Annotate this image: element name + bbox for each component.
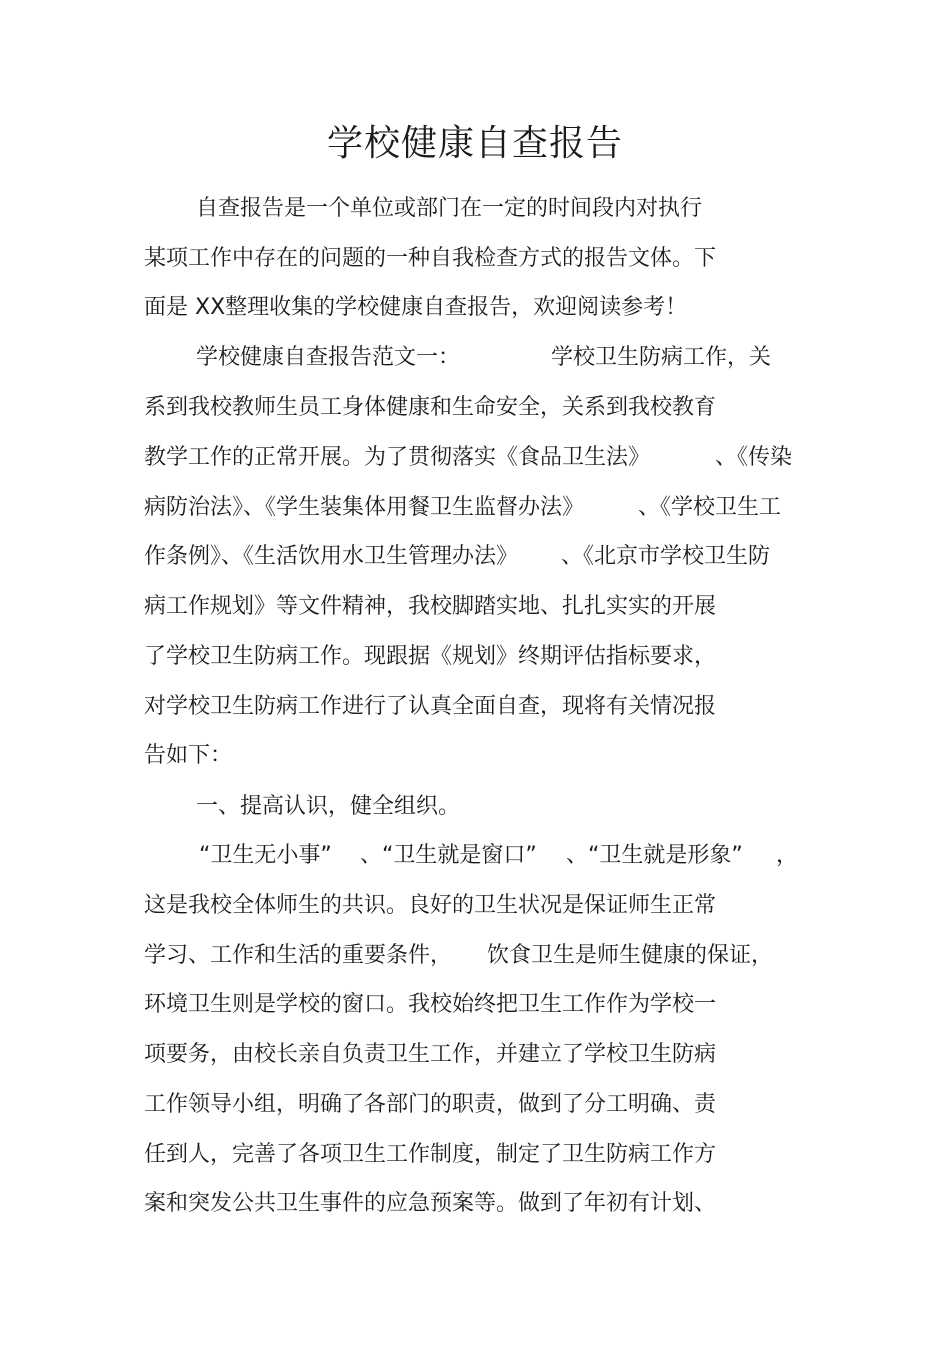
text-line: 告如下： xyxy=(144,743,233,768)
text-line: 这是我校全体师生的共识。良好的卫生状况是保证师生正常 xyxy=(144,893,717,918)
text-line: 教学工作的正常开展。为了贯彻落实《食品卫生法》 xyxy=(144,445,651,470)
text-line: 某项工作中存在的问题的一种自我检查方式的报告文体。下 xyxy=(144,246,717,271)
text-line: 饮食卫生是师生健康的保证， xyxy=(487,943,774,968)
text-line: 作条例》、《生活饮用水卫生管理办法》 xyxy=(144,544,519,569)
text-line: 任到人，完善了各项卫生工作制度，制定了卫生防病工作方 xyxy=(144,1142,717,1167)
text-line: 对学校卫生防病工作进行了认真全面自查，现将有关情况报 xyxy=(144,694,717,719)
text-line: 一、提高认识，健全组织。 xyxy=(196,794,461,819)
text-line: “卫生无小事” xyxy=(199,843,332,868)
text-line: 、《北京市学校卫生防 xyxy=(561,544,771,569)
text-line: 病防治法》、《学生装集体用餐卫生监督办法》 xyxy=(144,495,585,520)
text-line: 案和突发公共卫生事件的应急预案等。做到了年初有计划、 xyxy=(144,1191,717,1216)
document-title: 学校健康自查报告 xyxy=(326,123,623,164)
text-line: ， xyxy=(776,843,799,868)
text-line: 面是 XX整理收集的学校健康自查报告，欢迎阅读参考！ xyxy=(144,295,688,320)
text-line: 、《学校卫生工 xyxy=(638,495,782,520)
text-line: 环境卫生则是学校的窗口。我校始终把卫生工作作为学校一 xyxy=(144,992,717,1017)
text-line: 病工作规划》等文件精神，我校脚踏实地、扎扎实实的开展 xyxy=(144,594,717,619)
text-line: 自查报告是一个单位或部门在一定的时间段内对执行 xyxy=(196,196,703,221)
text-line: 项要务，由校长亲自负责卫生工作，并建立了学校卫生防病 xyxy=(144,1042,717,1067)
text-line: 、“卫生就是窗口” xyxy=(360,843,537,868)
text-line: 工作领导小组，明确了各部门的职责，做到了分工明确、责 xyxy=(144,1092,717,1117)
text-line: 学校卫生防病工作，关 xyxy=(551,345,772,370)
text-line: 学校健康自查报告范文一： xyxy=(196,345,461,370)
text-line: 、“卫生就是形象” xyxy=(566,843,743,868)
text-line: 学习、工作和生活的重要条件， xyxy=(144,943,453,968)
text-line: 、《传染 xyxy=(715,445,793,470)
text-line: 了学校卫生防病工作。现跟据《规划》终期评估指标要求， xyxy=(144,644,717,669)
text-line: 系到我校教师生员工身体健康和生命安全，关系到我校教育 xyxy=(144,395,717,420)
